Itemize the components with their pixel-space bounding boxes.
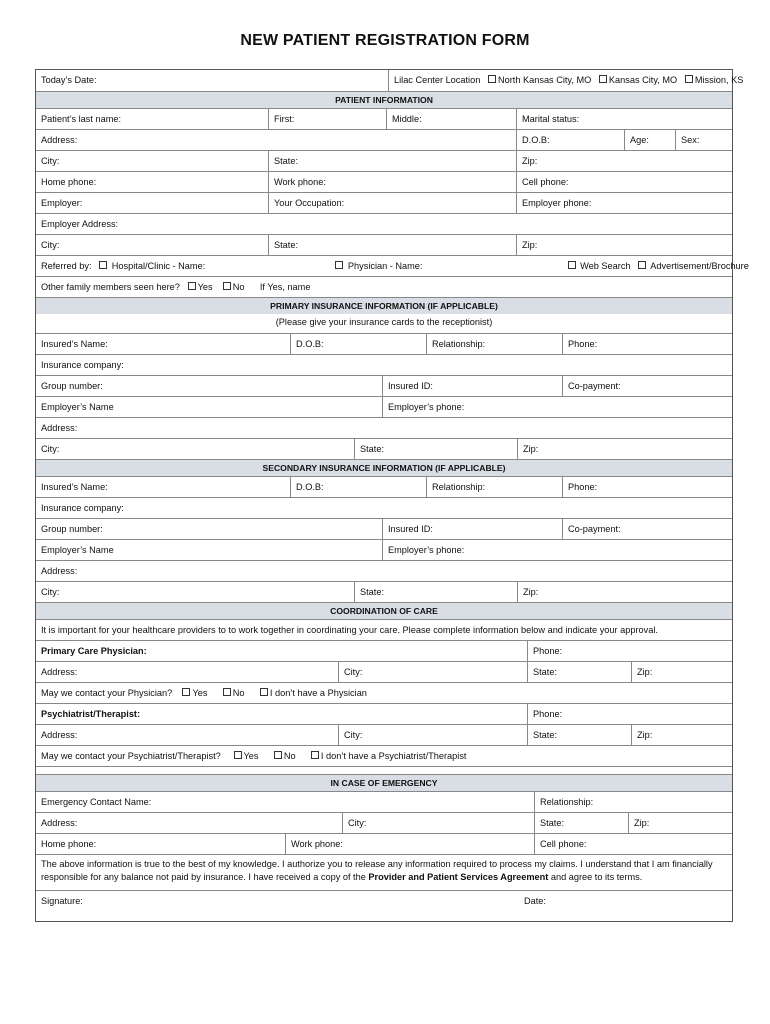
primary-company-field[interactable] xyxy=(36,355,734,375)
secondary-company-field[interactable] xyxy=(36,498,734,518)
psych-zip-field[interactable] xyxy=(631,725,734,745)
spacer-row xyxy=(36,766,732,774)
home-phone-label: Home phone: xyxy=(41,177,97,187)
primary-insurance-subheader xyxy=(36,314,732,333)
pcp-phone-label: Phone: xyxy=(533,646,563,656)
emergency-city-label: City: xyxy=(348,818,367,828)
sex-label: Sex: xyxy=(681,135,700,145)
emergency-home-phone-label: Home phone: xyxy=(41,839,97,849)
emergency-home-phone-field[interactable] xyxy=(36,834,285,854)
emergency-work-phone-label: Work phone: xyxy=(291,839,343,849)
secondary-company-row xyxy=(36,497,732,518)
secondary-state-field[interactable] xyxy=(354,582,517,602)
signature-row xyxy=(36,890,732,921)
agreement-row xyxy=(36,854,732,890)
patient-city-row xyxy=(36,150,732,171)
secondary-employer-name-field[interactable] xyxy=(36,540,382,560)
secondary-group-field[interactable] xyxy=(36,519,382,539)
coordination-header-text: COORDINATION OF CARE xyxy=(330,606,438,616)
contact-psych-field xyxy=(36,746,734,766)
secondary-insured-name-label: Insured’s Name: xyxy=(41,482,108,492)
referred-by-label: Referred by: xyxy=(41,261,92,271)
primary-state-label: State: xyxy=(360,444,385,454)
pcp-row xyxy=(36,640,732,661)
secondary-insured-name-field[interactable] xyxy=(36,477,290,497)
psych-label: Psychiatrist/Therapist: xyxy=(41,709,141,719)
first-name-label: First: xyxy=(274,114,295,124)
loc-kc-label: Kansas City, MO xyxy=(608,75,678,85)
secondary-city-field[interactable] xyxy=(36,582,354,602)
emergency-state-label: State: xyxy=(540,818,565,828)
secondary-phone-field[interactable] xyxy=(562,477,734,497)
patient-info-header xyxy=(36,91,732,108)
pcp-zip-label: Zip: xyxy=(637,667,653,677)
secondary-group-label: Group number: xyxy=(41,524,103,534)
checkbox-ref-physician[interactable] xyxy=(335,261,343,269)
todays-date-label: Today’s Date: xyxy=(41,75,97,85)
checkbox-ref-hospital[interactable] xyxy=(99,261,107,269)
employer-field[interactable] xyxy=(36,193,268,213)
occupation-field[interactable] xyxy=(268,193,516,213)
primary-insured-id-field[interactable] xyxy=(382,376,562,396)
location-label: Lilac Center Location xyxy=(394,75,481,85)
secondary-dob-field[interactable] xyxy=(290,477,426,497)
registration-form xyxy=(35,69,749,922)
home-phone-field[interactable] xyxy=(36,172,268,192)
primary-employer-phone-label: Employer’s phone: xyxy=(388,402,465,412)
family-members-row xyxy=(36,276,732,297)
physician-yes-label: Yes xyxy=(192,688,208,698)
primary-insured-name-label: Insured’s Name: xyxy=(41,339,108,349)
emergency-contact-name-field[interactable] xyxy=(36,792,534,812)
age-label: Age: xyxy=(630,135,649,145)
coordination-intro-row xyxy=(36,619,732,640)
psych-address-label: Address: xyxy=(41,730,78,740)
primary-group-field[interactable] xyxy=(36,376,382,396)
cell-phone-field[interactable] xyxy=(516,172,734,192)
emergency-address-row xyxy=(36,812,732,833)
employer-phone-label: Employer phone: xyxy=(522,198,592,208)
pcp-city-label: City: xyxy=(344,667,363,677)
middle-name-label: Middle: xyxy=(392,114,422,124)
primary-city-label: City: xyxy=(41,444,60,454)
emergency-address-field[interactable] xyxy=(36,813,342,833)
checkbox-psych-no[interactable] xyxy=(274,751,282,759)
psych-address-field[interactable] xyxy=(36,725,338,745)
checkbox-physician-yes[interactable] xyxy=(182,688,190,696)
checkbox-family-yes[interactable] xyxy=(188,282,196,290)
psych-city-label: City: xyxy=(344,730,363,740)
primary-insured-row xyxy=(36,333,732,354)
employer-city-label: City: xyxy=(41,240,60,250)
employer-zip-field[interactable] xyxy=(516,235,734,255)
referred-by-row xyxy=(36,255,749,276)
secondary-zip-field[interactable] xyxy=(517,582,734,602)
secondary-relationship-label: Relationship: xyxy=(432,482,486,492)
psych-yes-label: Yes xyxy=(243,751,259,761)
pcp-address-label: Address: xyxy=(41,667,78,677)
patient-info-header-text: PATIENT INFORMATION xyxy=(335,95,433,105)
checkbox-no-physician[interactable] xyxy=(260,688,268,696)
primary-zip-field[interactable] xyxy=(517,439,734,459)
employer-address-label: Employer Address: xyxy=(41,219,119,229)
psych-row xyxy=(36,703,732,724)
psych-phone-field[interactable] xyxy=(527,704,734,724)
marital-status-field[interactable] xyxy=(516,109,734,129)
secondary-employer-name-label: Employer’s Name xyxy=(41,545,114,555)
psych-zip-label: Zip: xyxy=(637,730,653,740)
secondary-insurance-header-text: SECONDARY INSURANCE INFORMATION (IF APPLICABLE) xyxy=(262,463,506,473)
zip-label: Zip: xyxy=(522,156,538,166)
employer-state-field[interactable] xyxy=(268,235,516,255)
contact-physician-row xyxy=(36,682,732,703)
pcp-state-label: State: xyxy=(533,667,558,677)
ref-ad-label: Advertisement/Brochure xyxy=(650,261,749,271)
signature-field[interactable] xyxy=(36,891,734,921)
primary-address-field[interactable] xyxy=(36,418,734,438)
secondary-insured-row xyxy=(36,476,732,497)
checkbox-ref-ad[interactable] xyxy=(638,261,646,269)
ref-physician-label: Physician - Name: xyxy=(347,261,423,271)
spacer xyxy=(36,767,734,774)
secondary-city-label: City: xyxy=(41,587,60,597)
employer-address-field[interactable] xyxy=(36,214,734,234)
patient-name-row xyxy=(36,108,732,129)
secondary-insurance-header xyxy=(36,459,732,476)
psych-state-field[interactable] xyxy=(527,725,631,745)
state-field[interactable] xyxy=(268,151,516,171)
secondary-employer-phone-label: Employer’s phone: xyxy=(388,545,465,555)
psych-address-row xyxy=(36,724,732,745)
middle-name-field[interactable] xyxy=(386,109,516,129)
secondary-address-field[interactable] xyxy=(36,561,734,581)
primary-employer-row xyxy=(36,396,732,417)
primary-insured-id-label: Insured ID: xyxy=(388,381,433,391)
family-yes-label: Yes xyxy=(197,282,213,292)
secondary-zip-label: Zip: xyxy=(523,587,539,597)
emergency-zip-field[interactable] xyxy=(628,813,734,833)
contact-physician-field xyxy=(36,683,734,703)
primary-dob-label: D.O.B: xyxy=(296,339,324,349)
primary-dob-field[interactable] xyxy=(290,334,426,354)
primary-employer-name-label: Employer’s Name xyxy=(41,402,114,412)
primary-employer-name-field[interactable] xyxy=(36,397,382,417)
pcp-zip-field[interactable] xyxy=(631,662,734,682)
emergency-contact-name-label: Emergency Contact Name: xyxy=(41,797,152,807)
primary-insurance-subheader-text: (Please give your insurance cards to the receptionist) xyxy=(275,317,493,327)
emergency-cell-phone-field[interactable] xyxy=(534,834,734,854)
primary-phone-label: Phone: xyxy=(568,339,598,349)
top-row xyxy=(36,70,744,91)
work-phone-field[interactable] xyxy=(268,172,516,192)
loc-north-kc-label: North Kansas City, MO xyxy=(497,75,592,85)
secondary-employer-row xyxy=(36,539,732,560)
checkbox-family-no[interactable] xyxy=(223,282,231,290)
primary-phone-field[interactable] xyxy=(562,334,734,354)
emergency-header xyxy=(36,774,732,791)
work-phone-label: Work phone: xyxy=(274,177,326,187)
dob-field[interactable] xyxy=(516,130,624,150)
address-label: Address: xyxy=(41,135,78,145)
secondary-group-row xyxy=(36,518,732,539)
employer-label: Employer: xyxy=(41,198,83,208)
employer-city-row xyxy=(36,234,732,255)
pcp-state-field[interactable] xyxy=(527,662,631,682)
city-label: City: xyxy=(41,156,60,166)
primary-copay-field[interactable] xyxy=(562,376,734,396)
checkbox-north-kc[interactable] xyxy=(488,75,496,83)
emergency-relationship-field[interactable] xyxy=(534,792,734,812)
checkbox-no-psych[interactable] xyxy=(311,751,319,759)
secondary-relationship-field[interactable] xyxy=(426,477,562,497)
coordination-intro: It is important for your healthcare providers to to work together in coordinating your care. Please complete information below and indicate your approval. xyxy=(41,625,658,635)
checkbox-psych-yes[interactable] xyxy=(234,751,242,759)
primary-group-label: Group number: xyxy=(41,381,103,391)
primary-employer-phone-field[interactable] xyxy=(382,397,734,417)
employer-address-row xyxy=(36,213,732,234)
emergency-header-text: IN CASE OF EMERGENCY xyxy=(330,778,438,788)
primary-address-label: Address: xyxy=(41,423,78,433)
contact-psych-row xyxy=(36,745,732,766)
zip-field[interactable] xyxy=(516,151,734,171)
if-yes-name-label: If Yes, name xyxy=(259,282,311,292)
contact-psych-label: May we contact your Psychiatrist/Therapist? xyxy=(41,751,221,761)
secondary-employer-phone-field[interactable] xyxy=(382,540,734,560)
address-field[interactable] xyxy=(36,130,516,150)
last-name-field[interactable] xyxy=(36,109,268,129)
pcp-address-row xyxy=(36,661,732,682)
pcp-phone-field[interactable] xyxy=(527,641,734,661)
emergency-city-field[interactable] xyxy=(342,813,534,833)
location-field xyxy=(388,70,744,91)
contact-physician-label: May we contact your Physician? xyxy=(41,688,173,698)
employer-phone-field[interactable] xyxy=(516,193,734,213)
psych-no-label: No xyxy=(283,751,296,761)
todays-date-field[interactable] xyxy=(36,70,388,91)
primary-company-label: Insurance company: xyxy=(41,360,124,370)
form-title: NEW PATIENT REGISTRATION FORM xyxy=(240,32,530,49)
emergency-address-label: Address: xyxy=(41,818,78,828)
occupation-label: Your Occupation: xyxy=(274,198,345,208)
family-members-label: Other family members seen here? xyxy=(41,282,180,292)
ref-hospital-label: Hospital/Clinic - Name: xyxy=(111,261,206,271)
secondary-insured-id-label: Insured ID: xyxy=(388,524,433,534)
employer-state-label: State: xyxy=(274,240,299,250)
secondary-address-label: Address: xyxy=(41,566,78,576)
primary-zip-label: Zip: xyxy=(523,444,539,454)
emergency-state-field[interactable] xyxy=(534,813,628,833)
emergency-relationship-label: Relationship: xyxy=(540,797,594,807)
emergency-phone-row xyxy=(36,833,732,854)
primary-city-field[interactable] xyxy=(36,439,354,459)
secondary-city-row xyxy=(36,581,732,602)
secondary-dob-label: D.O.B: xyxy=(296,482,324,492)
primary-copay-label: Co-payment: xyxy=(568,381,621,391)
secondary-insured-id-field[interactable] xyxy=(382,519,562,539)
agreement-text-part2: and agree to its terms. xyxy=(548,871,643,882)
emergency-work-phone-field[interactable] xyxy=(285,834,534,854)
pcp-address-field[interactable] xyxy=(36,662,338,682)
referred-by-field xyxy=(36,256,749,276)
signature-label: Signature: xyxy=(41,896,83,906)
primary-relationship-label: Relationship: xyxy=(432,339,486,349)
agreement-link-text: Provider and Patient Services Agreement xyxy=(368,871,549,882)
pcp-label: Primary Care Physician: xyxy=(41,646,147,656)
family-no-label: No xyxy=(232,282,245,292)
ref-web-label: Web Search xyxy=(580,261,631,271)
emergency-contact-row xyxy=(36,791,732,812)
primary-insurance-header-text: PRIMARY INSURANCE INFORMATION (IF APPLICABLE) xyxy=(270,301,498,311)
primary-insurance-header xyxy=(36,297,732,314)
primary-company-row xyxy=(36,354,732,375)
emergency-cell-phone-label: Cell phone: xyxy=(540,839,587,849)
primary-state-field[interactable] xyxy=(354,439,517,459)
secondary-state-label: State: xyxy=(360,587,385,597)
primary-relationship-field[interactable] xyxy=(426,334,562,354)
coordination-header xyxy=(36,602,732,619)
last-name-label: Patient’s last name: xyxy=(41,114,122,124)
primary-address-row xyxy=(36,417,732,438)
patient-phone-row xyxy=(36,171,732,192)
employer-city-field[interactable] xyxy=(36,235,268,255)
emergency-zip-label: Zip: xyxy=(634,818,650,828)
secondary-copay-field[interactable] xyxy=(562,519,734,539)
agreement-text xyxy=(36,855,734,890)
no-physician-label: I don’t have a Physician xyxy=(269,688,367,698)
primary-group-row xyxy=(36,375,732,396)
date-label: Date: xyxy=(524,896,546,906)
psych-field[interactable] xyxy=(36,704,527,724)
secondary-company-label: Insurance company: xyxy=(41,503,124,513)
secondary-address-row xyxy=(36,560,732,581)
checkbox-ref-web[interactable] xyxy=(568,261,576,269)
loc-mission-label: Mission, KS xyxy=(694,75,744,85)
state-label: State: xyxy=(274,156,299,166)
sex-field[interactable] xyxy=(675,130,734,150)
cell-phone-label: Cell phone: xyxy=(522,177,569,187)
pcp-field[interactable] xyxy=(36,641,527,661)
primary-city-row xyxy=(36,438,732,459)
first-name-field[interactable] xyxy=(268,109,386,129)
physician-no-label: No xyxy=(232,688,245,698)
checkbox-physician-no[interactable] xyxy=(223,688,231,696)
family-members-field[interactable] xyxy=(36,277,734,297)
marital-status-label: Marital status: xyxy=(522,114,580,124)
secondary-copay-label: Co-payment: xyxy=(568,524,621,534)
dob-label: D.O.B: xyxy=(522,135,550,145)
checkbox-kc[interactable] xyxy=(599,75,607,83)
primary-insured-name-field[interactable] xyxy=(36,334,290,354)
patient-employer-row xyxy=(36,192,732,213)
psych-state-label: State: xyxy=(533,730,558,740)
employer-zip-label: Zip: xyxy=(522,240,538,250)
pcp-city-field[interactable] xyxy=(338,662,527,682)
agreement-text-part1: The above information is true to the best of my knowledge. I authorize you to release any information required to process my claims. I understand that I am financially responsible for any balance not paid by insurance. I have received a copy of the xyxy=(41,859,713,882)
city-field[interactable] xyxy=(36,151,268,171)
age-field[interactable] xyxy=(624,130,675,150)
patient-address-row xyxy=(36,129,732,150)
secondary-phone-label: Phone: xyxy=(568,482,598,492)
psych-city-field[interactable] xyxy=(338,725,527,745)
checkbox-mission[interactable] xyxy=(685,75,693,83)
psych-phone-label: Phone: xyxy=(533,709,563,719)
no-psych-label: I don’t have a Psychiatrist/Therapist xyxy=(320,751,467,761)
